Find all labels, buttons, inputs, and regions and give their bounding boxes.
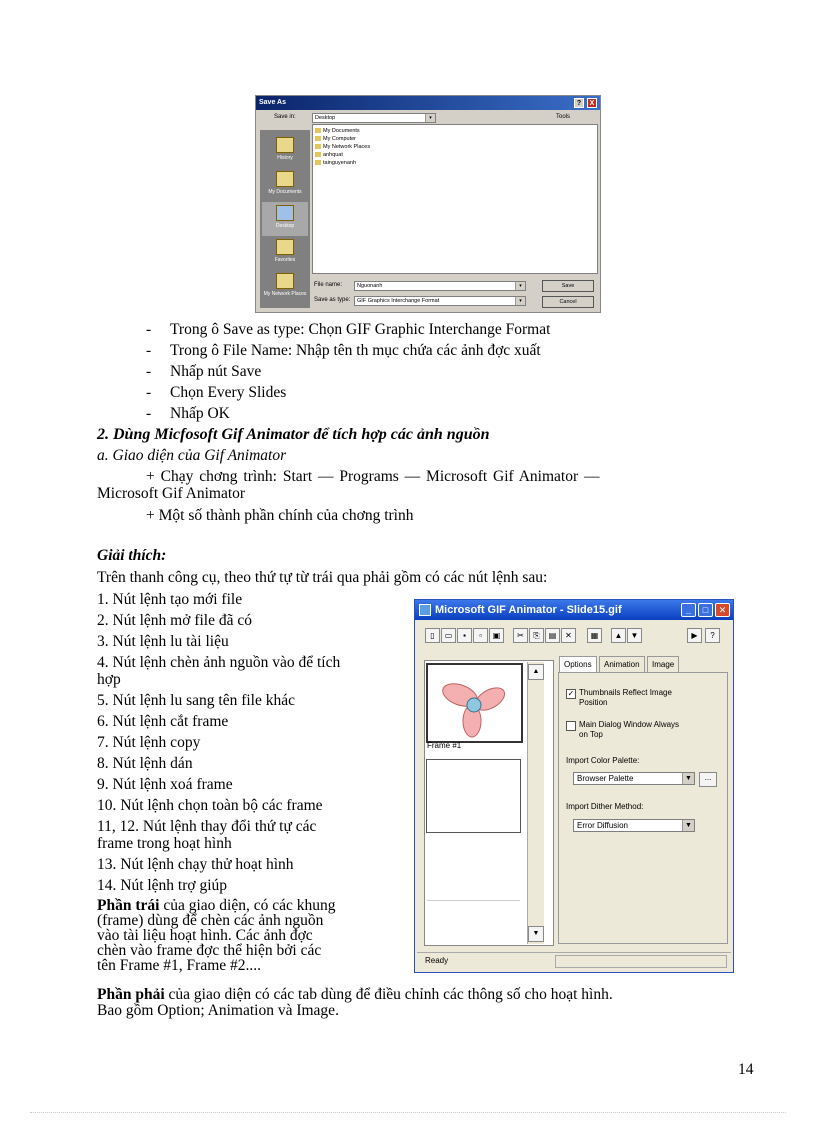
close-icon[interactable]: X <box>587 98 597 108</box>
bullet-text: Trong ô Save as type: Chọn GIF Graphic Interchange Format <box>170 321 551 338</box>
list-item[interactable]: My Network Places <box>315 144 370 150</box>
place-history[interactable] <box>262 134 308 168</box>
save-in-label: Save in: <box>274 114 296 120</box>
list-item: 8. Nút lệnh dán <box>97 755 193 772</box>
import-dither-value: Error Diffusion <box>577 821 628 830</box>
places-bar <box>260 130 310 308</box>
paragraph-line: vào tài liệu hoạt hình. Các ảnh đợc <box>97 927 313 944</box>
subheading: a. Giao diện của Gif Animator <box>97 447 287 464</box>
save-as-titlebar <box>256 96 600 110</box>
run-line-1: + Chạy chơng trình: Start — Programs — Microsoft Gif Animator — <box>146 468 600 485</box>
bullet-text: Chọn Every Slides <box>170 384 287 401</box>
thumbnails-option-label: Thumbnails Reflect Image Position <box>579 688 672 707</box>
list-item: 13. Nút lệnh chạy thử hoạt hình <box>97 856 294 873</box>
toolbar-intro: Trên thanh công cụ, theo thứ tự từ trái qua phải gồm có các nút lệnh sau: <box>97 569 548 586</box>
bullet-marker: - <box>146 405 152 422</box>
list-item <box>146 341 550 362</box>
import-dither-label: Import Dither Method: <box>566 802 644 811</box>
bullet-text: Nhấp OK <box>170 405 230 422</box>
save-as-icon[interactable]: ▣ <box>489 628 504 643</box>
fan-image <box>428 665 521 741</box>
save-icon[interactable]: ▪ <box>457 628 472 643</box>
chevron-down-icon: ▾ <box>515 282 525 290</box>
list-item[interactable]: anhquat <box>315 152 343 158</box>
place-network[interactable] <box>262 270 308 304</box>
list-item: 5. Nút lệnh lu sang tên file khác <box>97 692 296 709</box>
cancel-button[interactable]: Cancel <box>542 296 594 308</box>
file-name-value: Nguonanh <box>357 283 383 289</box>
file-list[interactable] <box>312 124 598 274</box>
place-my-documents[interactable] <box>262 168 308 202</box>
maximize-icon[interactable]: □ <box>698 603 713 617</box>
save-type-label: Save as type: <box>314 297 351 303</box>
save-button[interactable]: Save <box>542 280 594 292</box>
list-item: 10. Nút lệnh chọn toàn bộ các frame <box>97 797 323 814</box>
status-text: Ready <box>425 956 449 965</box>
list-item: 11, 12. Nút lệnh thay đổi thứ tự các <box>97 818 317 835</box>
place-favorites[interactable] <box>262 236 308 270</box>
right-part-bold: Phần phải <box>97 986 165 1003</box>
delete-icon[interactable]: ✕ <box>561 628 576 643</box>
tab-options[interactable]: Options <box>559 656 597 673</box>
list-item: 2. Nút lệnh mở file đã có <box>97 612 252 629</box>
place-label: Favorites <box>274 257 296 263</box>
close-icon[interactable]: ✕ <box>715 603 730 617</box>
always-on-top-label: Main Dialog Window Always on Top <box>579 720 680 739</box>
numbered-list <box>97 590 403 897</box>
copy-icon[interactable]: ⎘ <box>529 628 544 643</box>
list-item: 7. Nút lệnh copy <box>97 734 201 751</box>
thumbnails-checkbox[interactable]: ✓ <box>567 689 575 698</box>
place-label: My Documents <box>268 189 302 195</box>
gif-animator-window <box>414 599 734 973</box>
list-item: 4. Nút lệnh chèn ảnh nguồn vào để tích <box>97 654 341 671</box>
paragraph-line: của giao diện có các tab dùng để điều chỉnh các thông số cho hoạt hình. <box>168 986 613 1003</box>
place-label: Desktop <box>275 223 295 229</box>
list-item: 6. Nút lệnh cắt frame <box>97 713 229 730</box>
bullet-marker: - <box>146 342 152 359</box>
play-icon[interactable]: ▶ <box>687 628 702 643</box>
gif-window-title: Microsoft GIF Animator - Slide15.gif <box>435 604 622 616</box>
section-heading: 2. Dùng Micfosoft Gif Animator để tích hợp các ảnh nguồn <box>97 426 490 443</box>
frame-label: Frame #1 <box>427 741 462 750</box>
list-item: hợp <box>97 671 121 688</box>
save-in-value: Desktop <box>315 115 336 121</box>
chevron-down-icon: ▼ <box>682 773 694 784</box>
components-line: + Một số thành phần chính của chơng trình <box>146 507 414 524</box>
list-item[interactable]: tainguyenanh <box>315 160 356 166</box>
bullet-text: Trong ô File Name: Nhập tên th mục chứa các ảnh đợc xuất <box>170 342 541 359</box>
insert-icon[interactable]: ▫ <box>473 628 488 643</box>
explain-heading: Giải thích: <box>97 547 167 564</box>
scroll-down-icon[interactable]: ▼ <box>528 926 544 942</box>
chevron-down-icon: ▾ <box>425 114 435 122</box>
list-item: 1. Nút lệnh tạo mới file <box>97 591 243 608</box>
place-label: History <box>277 155 293 161</box>
import-color-label: Import Color Palette: <box>566 756 640 765</box>
list-item[interactable]: My Computer <box>315 136 356 142</box>
paste-icon[interactable]: ▤ <box>545 628 560 643</box>
import-color-select[interactable] <box>573 772 695 785</box>
place-desktop[interactable] <box>262 202 308 236</box>
tab-animation[interactable]: Animation <box>599 656 645 673</box>
save-type-value: GIF Graphics Interchange Format <box>357 298 440 304</box>
tab-image[interactable]: Image <box>647 656 679 673</box>
list-item: frame trong hoạt hình <box>97 835 232 852</box>
bullet-text: Nhấp nút Save <box>170 363 262 380</box>
new-icon[interactable]: ▯ <box>425 628 440 643</box>
status-panel <box>555 955 727 968</box>
paragraph-line: chèn vào frame đợc thể hiện bởi các <box>97 942 322 959</box>
bullet-marker: - <box>146 363 152 380</box>
list-item: 3. Nút lệnh lu tài liệu <box>97 633 229 650</box>
footer-divider <box>30 1112 786 1113</box>
open-icon[interactable]: ▭ <box>441 628 456 643</box>
left-part-paragraph <box>97 896 336 974</box>
save-in-combo[interactable] <box>312 113 436 123</box>
minimize-icon[interactable]: _ <box>681 603 696 617</box>
save-type-select[interactable] <box>354 296 526 306</box>
help-icon[interactable]: ? <box>574 98 584 108</box>
list-item <box>146 404 550 425</box>
help-icon[interactable]: ? <box>705 628 720 643</box>
frame-thumbnail-2[interactable] <box>426 759 521 833</box>
import-dither-select[interactable] <box>573 819 695 832</box>
frames-scrollbar[interactable] <box>527 662 544 944</box>
always-on-top-checkbox[interactable] <box>566 721 576 731</box>
status-bar <box>417 952 731 969</box>
move-up-icon[interactable]: ▲ <box>611 628 626 643</box>
file-name-label: File name: <box>314 282 343 288</box>
import-color-value: Browser Palette <box>577 774 634 783</box>
list-item: 9. Nút lệnh xoá frame <box>97 776 233 793</box>
scroll-up-icon[interactable]: ▲ <box>528 664 544 680</box>
list-item <box>146 362 550 383</box>
run-line-2: Microsoft Gif Animator <box>97 485 246 502</box>
right-part-paragraph <box>97 985 613 1017</box>
cut-icon[interactable]: ✂ <box>513 628 528 643</box>
chevron-down-icon: ▾ <box>515 297 525 305</box>
paragraph-line: (frame) dùng để chèn các ảnh nguồn <box>97 912 324 929</box>
page-number: 14 <box>738 1061 754 1078</box>
gif-titlebar <box>415 600 733 620</box>
list-item <box>146 320 550 341</box>
place-label: My Network Places <box>263 291 307 297</box>
left-part-bold: Phần trái <box>97 897 160 914</box>
bullet-list <box>146 320 550 425</box>
browse-palette-button[interactable]: ... <box>699 772 717 787</box>
move-down-icon[interactable]: ▼ <box>627 628 642 643</box>
paragraph-line: Bao gồm Option; Animation và Image. <box>97 1002 339 1019</box>
list-item[interactable]: My Documents <box>315 128 360 134</box>
bullet-marker: - <box>146 321 152 338</box>
select-all-icon[interactable]: ▦ <box>587 628 602 643</box>
list-item: 14. Nút lệnh trợ giúp <box>97 877 228 894</box>
divider <box>427 900 520 901</box>
save-as-title: Save As <box>259 99 286 106</box>
save-as-dialog-screenshot <box>255 95 601 313</box>
paragraph-line: của giao diện, có các khung <box>163 897 336 914</box>
chevron-down-icon: ▼ <box>682 820 694 831</box>
tools-menu[interactable]: Tools <box>556 114 571 120</box>
app-icon <box>419 604 431 616</box>
bullet-marker: - <box>146 384 152 401</box>
paragraph-line: tên Frame #1, Frame #2.... <box>97 957 262 974</box>
list-item <box>146 383 550 404</box>
file-name-field[interactable] <box>354 281 526 291</box>
frame-thumbnail-1[interactable] <box>426 663 523 743</box>
